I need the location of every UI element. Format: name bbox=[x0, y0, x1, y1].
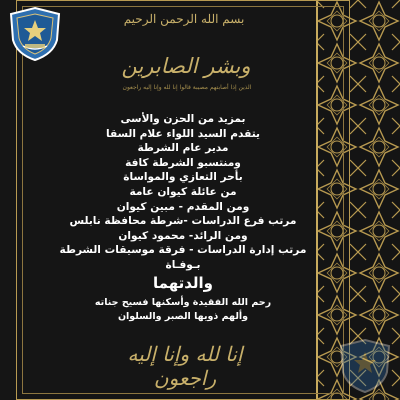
closing-calligraphy: إنا لله وإنا إليه راجعون bbox=[127, 342, 243, 390]
message-line: بأحر التعازي والمواساة bbox=[123, 171, 243, 184]
message-line: مرتب إدارة الدراسات - فرقة موسيقات الشرطة bbox=[59, 244, 307, 257]
prayer-text bbox=[30, 296, 336, 324]
police-emblem-watermark-icon bbox=[338, 338, 392, 394]
verse-text: الذين إذا أصابتهم مصيبة قالوا إنا لله وإنا إليه راجعون bbox=[122, 84, 252, 91]
prayer-line-2: وألهم ذويها الصبر والسلوان bbox=[117, 311, 249, 322]
message-line: بـوفـاة bbox=[165, 258, 201, 271]
police-emblem-icon bbox=[8, 6, 62, 62]
message-line: ومن الرائد- محمود كيوان bbox=[118, 229, 248, 242]
basmala-text: بسم الله الرحمن الرحيم bbox=[123, 12, 245, 26]
deceased-name: والدتهما bbox=[153, 273, 213, 292]
prayer-line-1: رحم الله الفقيدة وأسكنها فسيح جناته bbox=[94, 297, 272, 308]
verse-title: وبشر الصابرين bbox=[121, 54, 251, 78]
message-line: مرتب فرع الدراسات -شرطة محافظة نابلس bbox=[69, 215, 297, 228]
message-line: مدير عام الشرطة bbox=[137, 142, 229, 155]
condolence-message bbox=[30, 112, 336, 293]
message-line: ومنتسبو الشرطة كافة bbox=[125, 156, 241, 169]
message-line: بمزيد من الحزن والأسى bbox=[120, 113, 246, 125]
message-line: ومن المقدم - مبين كيوان bbox=[116, 200, 250, 213]
message-line: من عائلة كيوان عامة bbox=[129, 185, 237, 198]
message-line: يتقدم السيد اللواء علام السقا bbox=[105, 127, 261, 140]
